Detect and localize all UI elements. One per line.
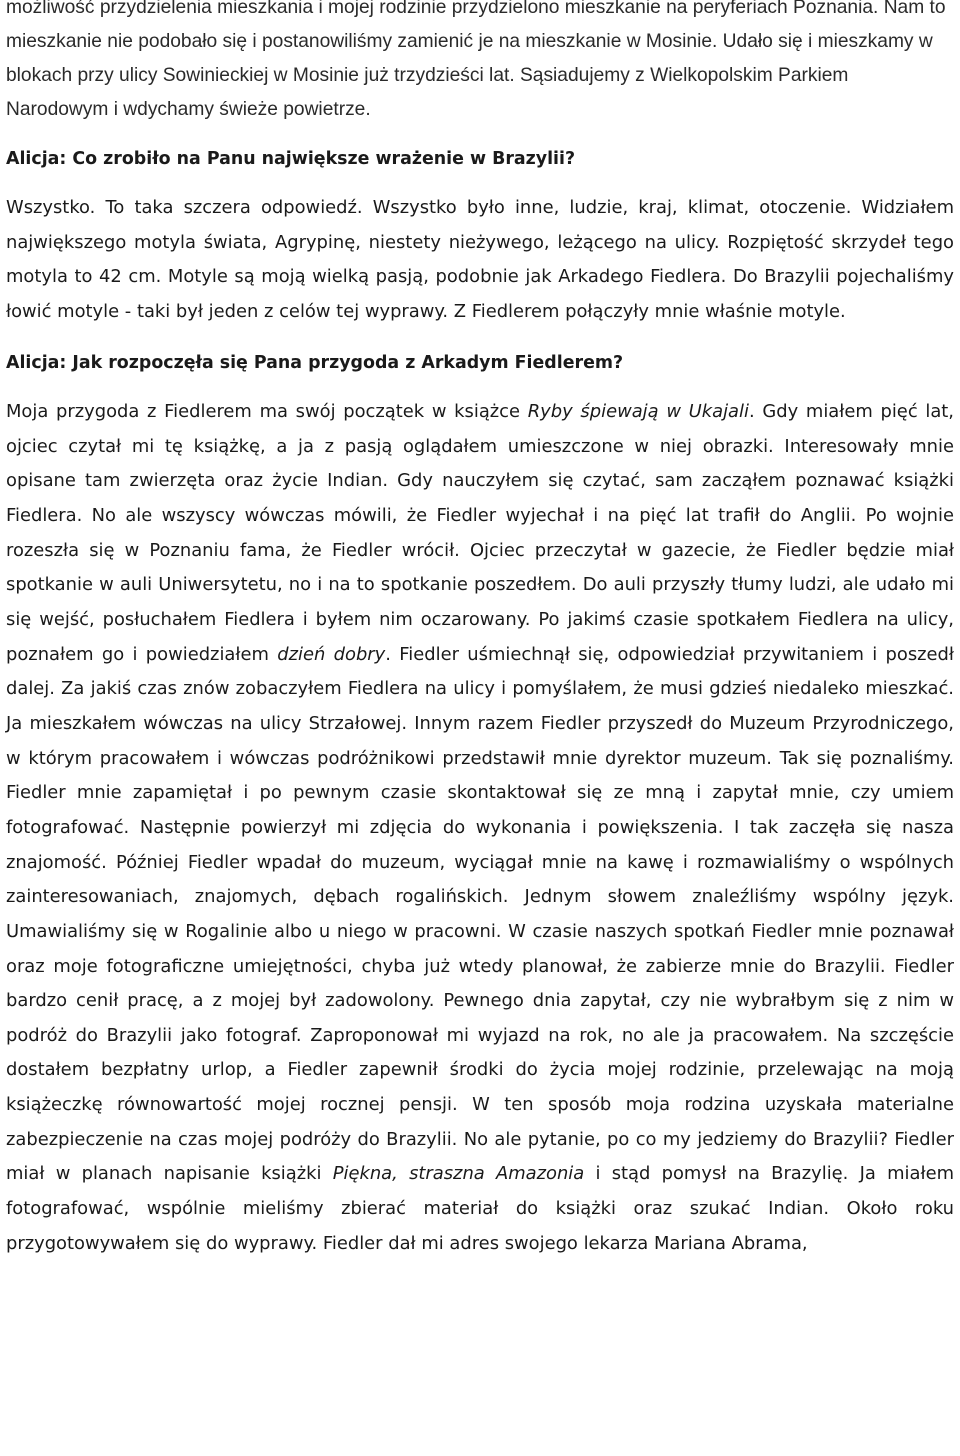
answer-paragraph-2 [6,395,954,1261]
interview-question-1: Alicja: Co zrobiło na Panu największe wrażenie w Brazylii? [6,149,576,169]
intro-paragraph: możliwość przydzielenia mieszkania i mojej rodzinie przydzielono mieszkanie na peryferiach Poznania. Nam to mieszkanie nie podobało się i postanowiliśmy zamienić je na mieszkanie w Mosinie. Udało się i mieszkamy w blokach przy ulicy Sowinieckiej w Mosinie już trzydzieści lat. Sąsiadujemy z Wielkopolskim Parkiem Narodowym i wdychamy świeże powietrze. [6,0,946,120]
document-page [6,0,954,1261]
answer2-text-part-1: Moja przygoda z Fiedlerem ma swój początek w książce [6,401,521,422]
answer2-text-part-3: . Fiedler uśmiechnął się, odpowiedział przywitaniem i poszedł dalej. Za jakiś czas znów zobaczyłem Fiedlera na ulicy i pomyślałem, że musi gdzieś niedaleko mieszkać. Ja mieszkałem wówczas na ulicy Strzałowej. Innym razem Fiedler przyszedł do Muzeum Przyrodniczego, w którym pracowałem i wówczas podróżnikowi przedstawił mnie dyrektor muzeum. Tak się poznaliśmy. Fiedler mnie zapamiętał i po pewnym czasie skontaktował się ze mną i zapytał mnie, czy umiem fotografować. Następnie powierzył mi zdjęcia do wykonania i powiększenia. I tak zaczęła się nasza znajomość. Później Fiedler wpadał do muzeum, wyciągał mnie na kawę i rozmawialiśmy o wspólnych zainteresowaniach, znajomych, dębach rogalińskich. Jednym słowem znaleźliśmy wspólny język. Umawialiśmy się w Rogalinie albo u niego w pracowni. W czasie naszych spotkań Fiedler mnie poznawał oraz moje fotograficzne umiejętności, chyba już wtedy planował, że zabierze mnie do Brazylii. Fiedler bardzo cenił pracę, a z mojej był zadowolony. Pewnego dnia zapytał, czy nie wybrałbym się z nim w podróż do Brazylii jako fotograf. Zaproponował mi wyjazd na rok, no ale ja pracowałem. Na szczęście dostałem bezpłatny urlop, a Fiedler zapewnił środki do życia mojej rodzinie, przelewając na moją książeczkę równowartość mojej rocznej pensji. W ten sposób moja rodzina uzyskała materialne zabezpieczenie na czas mojej podróży do Brazylii. No ale pytanie, po co my jedziemy do Brazylii? Fiedler miał w planach napisanie książki [6,643,954,1185]
answer-paragraph-1: Wszystko. To taka szczera odpowiedź. Wszystko było inne, ludzie, kraj, klimat, otoczenie. Widziałem największego motyla świata, Agrypinę, niestety nieżywego, leżącego na ulicy. Rozpiętość skrzydeł tego motyla to 42 cm. Motyle są moją wielką pasją, podobnie jak Arkadego Fiedlera. Do Brazylii pojechaliśmy łowić motyle - taki był jeden z celów tej wyprawy. Z Fiedlerem połączyły mnie właśnie motyle. [6,197,954,322]
book-title-amazonia: Piękna, straszna Amazonia [332,1163,585,1185]
greeting-phrase: dzień dobry [277,643,386,665]
answer2-text-part-2: . Gdy miałem pięć lat, ojciec czytał mi tę książkę, a ja z pasją oglądałem umieszczone w niej obrazki. Interesowały mnie opisane tam zwierzęta oraz życie Indian. Gdy nauczyłem się czytać, sam zacząłem poznawać książki Fiedlera. No ale wszyscy wówczas mówili, że Fiedler wyjechał i na pięć lat trafił do Anglii. Po wojnie rozeszła się w Poznaniu fama, że Fiedler wrócił. Ojciec przeczytał w gazecie, że Fiedler będzie miał spotkanie w auli Uniwersytetu, no i na to spotkanie poszedłem. Do auli przyszły tłumy ludzi, ale udało mi się wejść, posłuchałem Fiedlera i byłem nim oczarowany. Po jakimś czasie spotkałem Fiedlera na ulicy, poznałem go i powiedziałem [6,401,954,665]
answer2-text-part-4: i stąd pomysł na Brazylię. Ja miałem fotografować, wspólnie mieliśmy zbierać materiał do książki oraz szukać Indian. Około roku przygotowywałem się do wyprawy. Fiedler dał mi adres swojego lekarza Mariana Abrama, [6,1163,954,1254]
book-title-ryby: Ryby śpiewają w Ukajali [527,401,749,422]
interview-question-2: Alicja: Jak rozpoczęła się Pana przygoda z Arkadym Fiedlerem? [6,353,624,373]
